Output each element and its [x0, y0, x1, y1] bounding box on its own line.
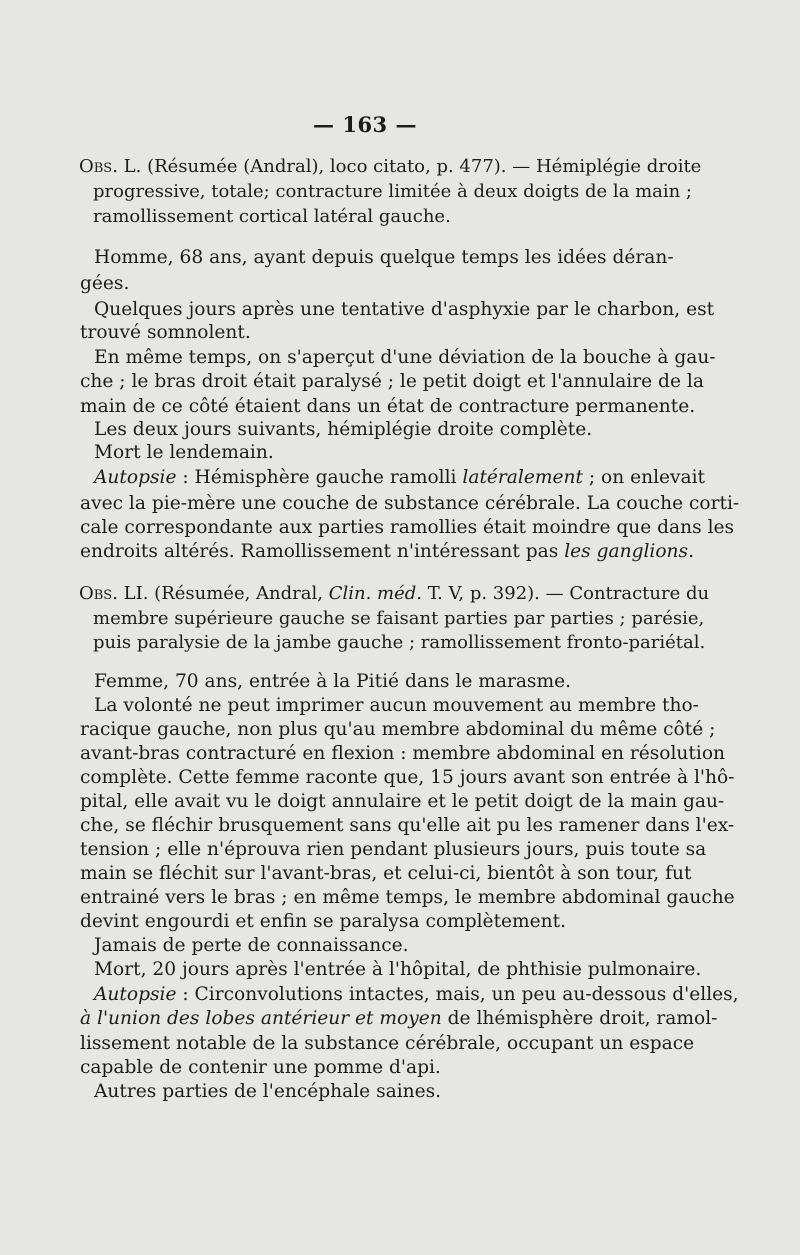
case51-paragraph-line: main se fléchit sur l'avant-bras, et celui-ci, bientôt à son tour, fut: [80, 863, 692, 884]
case50-autopsy-line: cale correspondante aux parties ramollies était moindre que dans les: [80, 517, 735, 538]
obs50-summary-line: ramollissement cortical latéral gauche.: [93, 206, 451, 227]
autopsy-text: : Circonvolutions intactes, mais, un peu au-dessous d'elles,: [176, 984, 739, 1005]
case51-paragraph-line: che, se fléchir brusquement sans qu'elle ait pu les ramener dans l'ex-: [80, 815, 735, 836]
obs51-summary-line: puis paralysie de la jambe gauche ; ramollissement fronto-pariétal.: [93, 632, 706, 653]
autopsy-emphasis: à l'union des lobes antérieur et moyen: [80, 1008, 442, 1029]
obs51-header-text: (Résumée, Andral,: [148, 583, 329, 604]
autopsy-label: Autopsie: [94, 467, 177, 488]
case51-paragraph-line: complète. Cette femme raconte que, 15 jours avant son entrée à l'hô-: [80, 767, 735, 788]
case50-paragraph-line: main de ce côté étaient dans un état de contracture permanente.: [80, 396, 696, 417]
case51-autopsy-line: [94, 983, 739, 1007]
case50-paragraph-line: Mort le lendemain.: [94, 442, 274, 463]
case51-paragraph-line: Mort, 20 jours après l'entrée à l'hôpital, de phthisie pulmonaire.: [94, 959, 702, 980]
case50-autopsy-line: avec la pie-mère une couche de substance cérébrale. La couche corti-: [80, 493, 740, 514]
obs51-label: Obs. LI.: [79, 583, 149, 604]
case51-paragraph-line: devint engourdi et enfin se paralysa complètement.: [80, 911, 567, 932]
case51-paragraph-line: Jamais de perte de connaissance.: [94, 935, 409, 956]
case50-autopsy-line: [80, 540, 694, 564]
autopsy-text: endroits altérés. Ramollissement n'intéressant pas: [80, 541, 565, 562]
case50-paragraph-line: Homme, 68 ans, ayant depuis quelque temps les idées déran-: [94, 247, 674, 268]
autopsy-emphasis: latéralement: [462, 467, 583, 488]
autopsy-emphasis: les ganglions: [564, 541, 689, 562]
obs51-header: [79, 582, 710, 606]
autopsy-text: .: [688, 541, 694, 562]
case51-autopsy-line: lissement notable de la substance cérébrale, occupant un espace: [80, 1033, 695, 1054]
autopsy-text: ; on enlevait: [582, 467, 706, 488]
obs51-summary-line: membre supérieure gauche se faisant parties par parties ; parésie,: [93, 608, 705, 629]
obs51-journal-title: Clin. méd.: [328, 583, 422, 604]
obs51-header-text: T. V, p. 392). — Contracture du: [422, 583, 710, 604]
autopsy-label: Autopsie: [94, 984, 177, 1005]
obs50-summary-line: progressive, totale; contracture limitée à deux doigts de la main ;: [93, 181, 693, 202]
case50-paragraph-line: Les deux jours suivants, hémiplégie droite complète.: [94, 419, 593, 440]
case50-paragraph-line: trouvé somnolent.: [80, 322, 251, 343]
obs50-label: Obs. L.: [79, 156, 142, 177]
case50-paragraph-line: En même temps, on s'aperçut d'une déviation de la bouche à gau-: [94, 347, 716, 368]
autopsy-text: : Hémisphère gauche ramolli: [176, 467, 463, 488]
case50-paragraph-line: che ; le bras droit était paralysé ; le petit doigt et l'annulaire de la: [80, 371, 704, 392]
case51-paragraph-line: La volonté ne peut imprimer aucun mouvement au membre tho-: [94, 695, 699, 716]
page-number: — 163 —: [313, 112, 417, 137]
case50-paragraph-line: gées.: [80, 273, 130, 294]
case51-autopsy-line: capable de contenir une pomme d'api.: [80, 1057, 441, 1078]
obs50-header: [79, 155, 702, 179]
case51-paragraph-line: racique gauche, non plus qu'au membre abdominal du même côté ;: [80, 719, 716, 740]
case50-autopsy-line: [94, 466, 706, 490]
obs50-header-text: (Résumée (Andral), loco citato, p. 477). — Hémiplégie droite: [141, 156, 702, 177]
autopsy-text: de lhémisphère droit, ramol-: [441, 1008, 718, 1029]
case51-paragraph-line: pital, elle avait vu le doigt annulaire et le petit doigt de la main gau-: [80, 791, 725, 812]
case51-autopsy-line: [80, 1007, 718, 1031]
case51-paragraph-line: tension ; elle n'éprouva rien pendant plusieurs jours, puis toute sa: [80, 839, 707, 860]
case51-paragraph-line: Femme, 70 ans, entrée à la Pitié dans le marasme.: [94, 671, 572, 692]
case51-paragraph-line: avant-bras contracturé en flexion : membre abdominal en résolution: [80, 743, 725, 764]
case50-paragraph-line: Quelques jours après une tentative d'asphyxie par le charbon, est: [94, 299, 715, 320]
case51-paragraph-line: entrainé vers le bras ; en même temps, le membre abdominal gauche: [80, 887, 735, 908]
case51-paragraph-line: Autres parties de l'encéphale saines.: [94, 1081, 442, 1102]
